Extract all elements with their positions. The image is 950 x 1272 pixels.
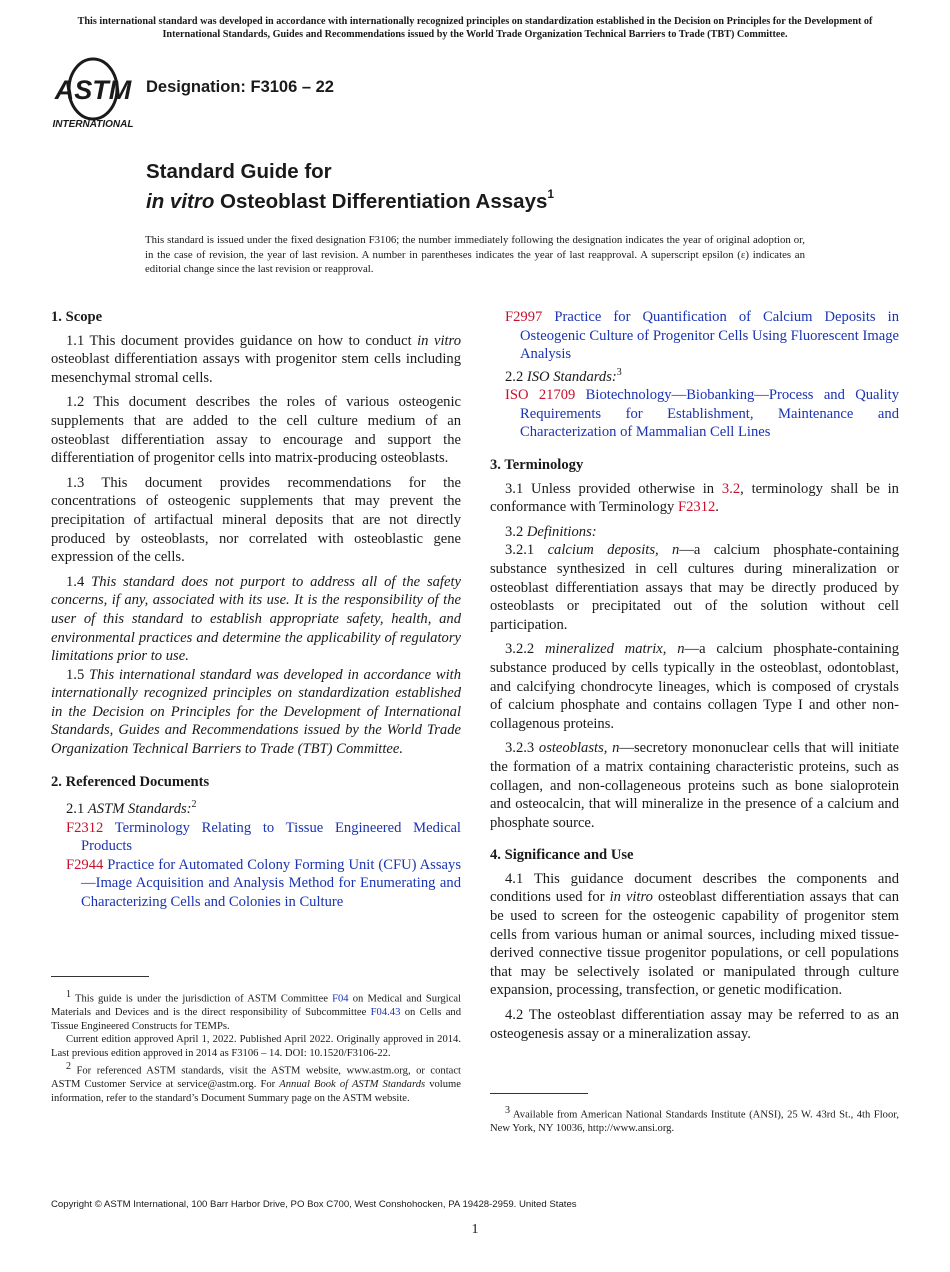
issue-statement: This standard is issued under the fixed designation F3106; the number immediately following the designation indicates the year of original adoption or, in the case of revision, the year of last revision. A number in parentheses indicates the year of last reapproval. A superscript epsilon (ε) indicates an editorial change since the last revision or reapproval.	[145, 234, 805, 275]
reference-iso-21709[interactable]: ISO 21709 Biotechnology—Biobanking—Process and Quality Requirements for Establishment, Maintenance and Characterization of Mammalian Cell Lines	[505, 387, 899, 441]
definitions-label: 3.2 Definitions:	[505, 523, 597, 540]
page-number: 1	[471, 1222, 479, 1237]
definition-calcium-deposits: 3.2.1 calcium deposits, n—a calcium phosphate-containing substance synthesized in cell cultures during mineralization or osteoblast differentiation assays that may be directly produced by osteoblasts or precipitated out of the solution without cell participation.	[490, 542, 899, 633]
paragraph-1-5: 1.5 This international standard was developed in accordance with internationally recognized principles on standardization established in the Decision on Principles for the Development of International Standards, Guides and Recommendations issued by the World Trade Organization Technical Barriers to Trade (TBT) Committee.	[51, 666, 462, 758]
reference-f2312[interactable]: F2312 Terminology Relating to Tissue Engineered Medical Products	[66, 819, 461, 855]
link-f04[interactable]: F04	[332, 993, 349, 1005]
footnote-3: $^3$ Available from American National Standards Institute (ANSI), 25 W. 43rd St., 4th Floor, New York, NY 10036, http://www.ansi.org.	[490, 1105, 899, 1135]
iso-standards-label: 2.2 ISO Standards:$^3$	[505, 366, 622, 385]
footnotes-left	[51, 988, 461, 1105]
section-heading-significance: 4. Significance and Use	[490, 847, 634, 864]
section-heading-referenced: 2. Referenced Documents	[51, 773, 210, 790]
designation: Designation: F3106 – 22	[146, 78, 334, 96]
link-f2312[interactable]: F2312	[677, 499, 716, 516]
footnote-1-edition: Current edition approved April 1, 2022. Published April 2022. Originally approved in 2014. Last previous edition approved in 2014 as F3106 – 14. DOI: 10.1520/F3106-22.	[51, 1034, 461, 1059]
paragraph-4-1: 4.1 This guidance document describes the components and conditions used for in vitro osteoblast differentiation assays that can be used to screen for the osteogenic capability of progenitor stem cells from various human or animal sources, including mixed tissue-derived connective tissue progenitor populations, or cell populations that may be selectively isolated or manipulated through culture expansion, processing, transfection, or genetic modification.	[490, 870, 899, 999]
paragraph-4-2: 4.2 The osteoblast differentiation assay may be referred to as an osteogenesis assay or a mineralization assay.	[490, 1007, 899, 1042]
paragraph-1-3: 1.3 This document provides recommendations for the concentrations of osteogenic supplements that may prevent the precipitation of artifactual mineral deposits that are not directly produced by osteoblasts, nor correlated with osteoblastic gene expression of the cells.	[51, 474, 461, 566]
section-heading-terminology: 3. Terminology	[490, 457, 584, 474]
title-footnote-mark: 1	[547, 187, 555, 201]
link-3-2[interactable]: 3.2	[721, 480, 741, 497]
reference-f2944[interactable]: F2944 Practice for Automated Colony Forming Unit (CFU) Assays—Image Acquisition and Analysis Method for Enumerating and Characterizing Cells and Colonies in Culture	[66, 856, 461, 911]
paragraph-3-1: 3.1 Unless provided otherwise in 3.2, terminology shall be in conformance with Terminology F2312.	[490, 480, 899, 516]
link-f04-43[interactable]: F04.43	[370, 1007, 401, 1019]
astm-logo	[52, 56, 134, 132]
definition-mineralized-matrix: 3.2.2 mineralized matrix, n—a calcium phosphate-containing substance produced by cells typically in the osteoblast, odontoblast, and calcifying chondrocyte lineages, which is composed of crystals of calcium phosphate and contains collagen Type I and other non-collagenous proteins.	[490, 641, 899, 732]
footnote-2: $^2$ For referenced ASTM standards, visit the ASTM website, www.astm.org, or contact ASTM Customer Service at service@astm.org. For Annual Book of ASTM Standards volume information, refer to the standard’s Document Summary page on the ASTM website.	[51, 1061, 461, 1104]
logo-text: ASTM	[54, 75, 132, 105]
left-column	[51, 308, 461, 912]
footnote-divider	[51, 976, 149, 977]
header-notice: This international standard was developed in accordance with internationally recognized principles on standardization established in the Decision on Principles for the Development of International Standards, Guides and Recommendations issued by the World Trade Organization Technical Barriers to Trade (TBT) Committee.	[77, 16, 873, 40]
definition-osteoblasts: 3.2.3 osteoblasts, n—secretory mononuclear cells that will initiate the formation of a matrix containing characteristic proteins, such as collagen, and non-collageneous proteins such as bone sialoprotein and osteocalcin, that will mineralize in the presence of a calcium and phosphate source.	[490, 740, 899, 831]
section-heading-scope: 1. Scope	[51, 309, 103, 325]
footnote-divider-right	[490, 1093, 588, 1094]
paragraph-1-2: 1.2 This document describes the roles of various osteogenic supplements that are added to the cell culture medium of an osteoblast differentiation assay to encourage and support the differentiation of progenitor cells into matrix-producing osteoblasts.	[51, 394, 461, 467]
right-column	[490, 308, 899, 1043]
title-line-2: in vitro Osteoblast Differentiation Assays$^1$	[146, 187, 555, 213]
title-line-1: Standard Guide for	[146, 160, 332, 183]
paragraph-1-1: 1.1 This document provides guidance on how to conduct in vitro osteoblast differentiation assays with progenitor stem cells including mesenchymal stromal cells.	[51, 332, 461, 386]
copyright-notice: Copyright © ASTM International, 100 Barr Harbor Drive, PO Box C700, West Conshohocken, PA 19428-2959. United States	[51, 1199, 577, 1210]
paragraph-1-4: 1.4 This standard does not purport to address all of the safety concerns, if any, associated with its use. It is the responsibility of the user of this standard to establish appropriate safety, health, and environmental practices and determine the applicability of regulatory limitations prior to use.	[51, 573, 461, 665]
reference-f2997[interactable]: F2997 Practice for Quantification of Calcium Deposits in Osteogenic Culture of Progenitor Cells Using Fluorescent Image Analysis	[505, 309, 899, 363]
logo-subtext: INTERNATIONAL	[52, 119, 134, 130]
astm-standards-label: 2.1 ASTM Standards:$^2$	[66, 799, 197, 818]
footnote-1: $^1$ This guide is under the jurisdiction of ASTM Committee F04 on Medical and Surgical Materials and Devices and is the direct responsibility of Subcommittee F04.43 on Cells and Tissue Engineered Constructs for TEMPs.	[51, 989, 461, 1032]
document-title	[146, 160, 554, 214]
